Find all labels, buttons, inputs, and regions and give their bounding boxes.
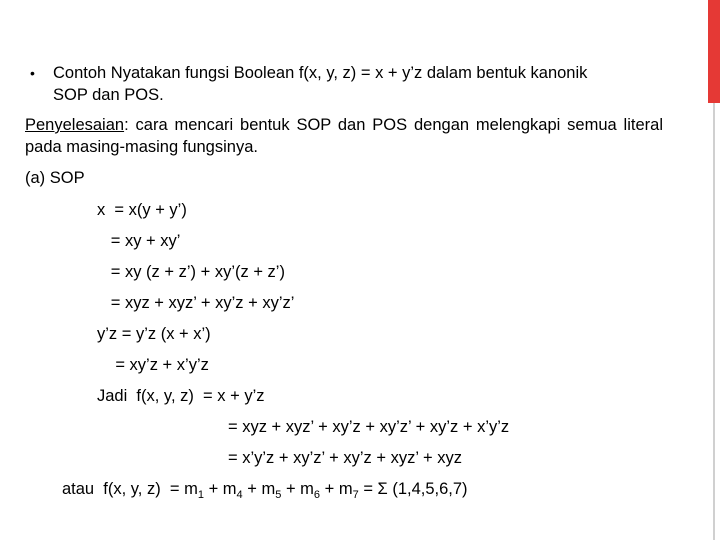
bullet-icon: •	[30, 65, 35, 81]
plus-m: + m	[281, 480, 314, 498]
solution-label: Penyelesaian	[25, 116, 125, 134]
minterm-line	[62, 478, 468, 506]
subscript: 4	[236, 489, 243, 501]
conclusion-line: Jadi f(x, y, z) = x + y’z	[97, 387, 265, 405]
expansion-line: = xyz + xyz’ + xy’z + xy’z’ + xy’z + x’y’z	[228, 418, 510, 436]
side-divider	[713, 103, 715, 540]
step-line: = xy (z + z’) + xy’(z + z’)	[97, 263, 285, 281]
subscript: 7	[352, 489, 359, 501]
step-line: = xyz + xyz’ + xy’z + xy’z’	[97, 294, 295, 312]
step-line: = xy’z + x’y’z	[97, 356, 209, 374]
subscript: 1	[197, 489, 204, 501]
step-line: y’z = y’z (x + x’)	[97, 325, 211, 343]
sigma-summary: = Σ (1,4,5,6,7)	[358, 480, 468, 498]
step-line: x = x(y + y’)	[97, 201, 187, 219]
intro-line-2: SOP dan POS.	[53, 86, 164, 104]
expansion-line: = x’y’z + xy’z’ + xy’z + xyz’ + xyz	[228, 449, 462, 467]
step-line: = xy + xy’	[97, 232, 181, 250]
intro-line-1: Contoh Nyatakan fungsi Boolean f(x, y, z) = x + y’z dalam bentuk kanonik	[53, 64, 588, 82]
subscript: 5	[275, 489, 282, 501]
part-a-heading: (a) SOP	[25, 169, 85, 187]
solution-text: : cara mencari bentuk SOP dan POS dengan melengkapi semua literal pada masing-masing fungsinya.	[25, 116, 663, 156]
plus-m: + m	[203, 480, 237, 498]
plus-m: + m	[242, 480, 276, 498]
subscript: 6	[313, 489, 321, 501]
accent-bar	[708, 0, 720, 103]
minterm-prefix: atau f(x, y, z) = m	[62, 480, 198, 498]
plus-m: + m	[320, 480, 353, 498]
solution-paragraph	[25, 114, 663, 158]
